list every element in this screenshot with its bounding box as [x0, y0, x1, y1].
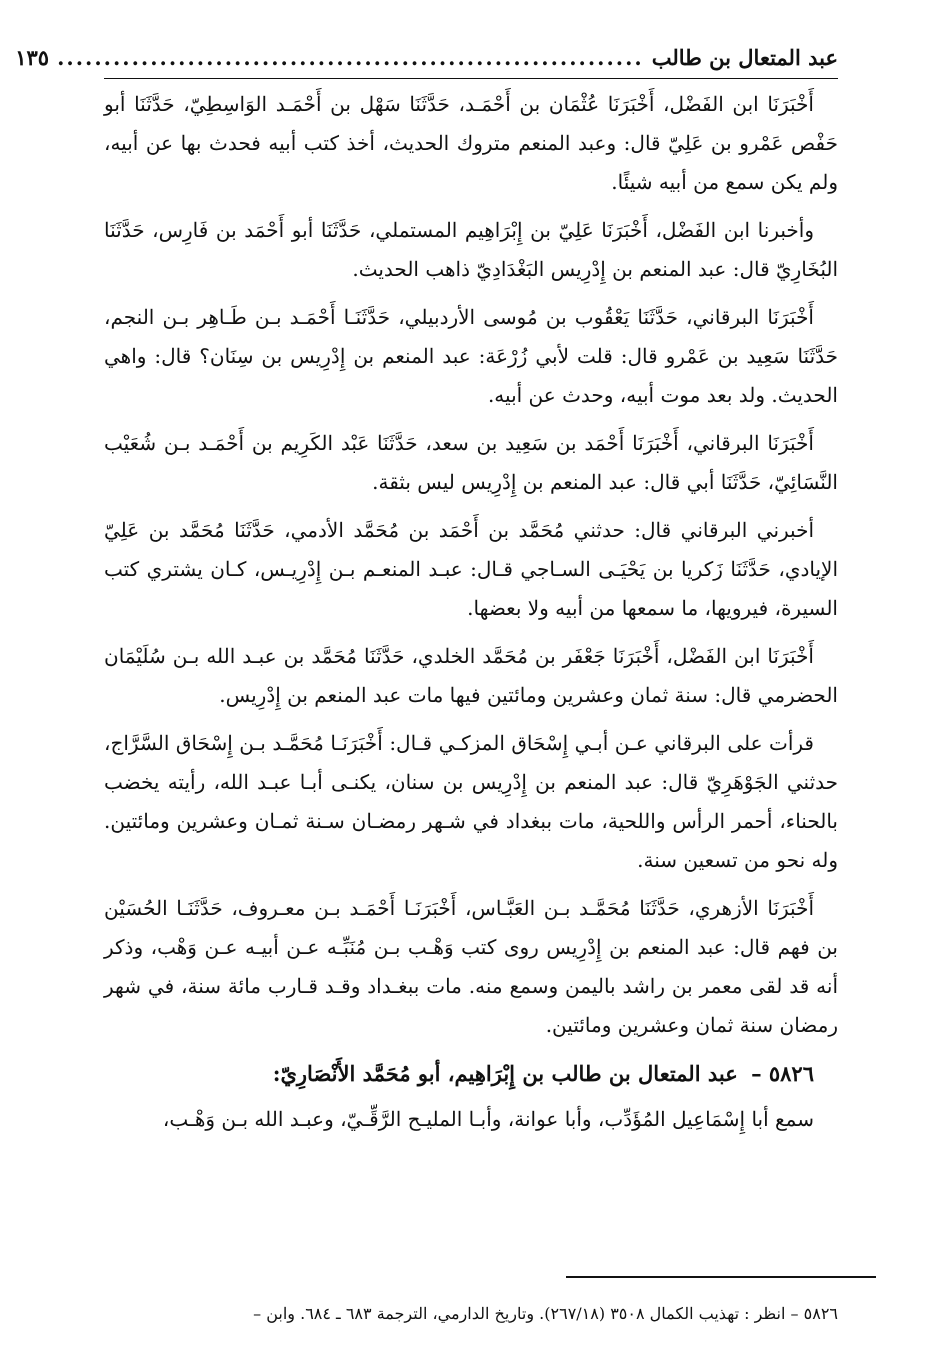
entry-paragraph: سمع أبا إِسْمَاعِيل المُؤَدِّب، وأبا عوانة، وأبـا المليـح الرَّقِّـيّ، وعبـد الله بـن وَهْـب، [162, 1107, 814, 1131]
running-header-title: عبد المتعال بن طالب [651, 45, 838, 70]
paragraph-5: أخبرني البرقاني قال: حدثني مُحَمَّد بن أَحْمَد بن مُحَمَّد الأدمي، حَدَّثَنَا مُحَمَّد بن عَلِيّ الإيادي، حَدَّثَنَا زَكريا بن يَحْيَـى السـاجي قـال: عبـد المنعـم بـن إِدْرِيـس، كـان يشتري كتب السيرة، فيرويها، ما سمعها من أبيه ولا بعضها. [104, 518, 838, 620]
page-body [15, 38, 839, 1148]
paragraph-8: أَخْبَرَنَا الأزهري، حَدَّثَنَا مُحَمَّـد بـن العَبَّـاس، أَخْبَرَنَـا أَحْمَـد بـن معـروف، حَدَّثَنَـا الحُسَيْن بن فهم قال: عبد المنعم بن إِدْرِيس روى كتب وَهْـب بـن مُنَبِّـه عـن أبيـه عـن وَهْب، وذكر أنه قد لقى معمر بن راشد باليمن وسمع منه. مات ببغـداد وقـد قـارب مائة سنة، في شهر رمضان سنة ثمان وعشرين ومائتين. [104, 896, 838, 1037]
footnote-separator [566, 1276, 876, 1278]
entry-heading [104, 1054, 838, 1094]
entry-title: عبد المتعال بن طالب بن إِبْرَاهِيم، أبو مُحَمَّد الأَنْصَارِيّ: [272, 1061, 738, 1086]
running-header [15, 38, 838, 79]
entry-number: ٥٨٢٦ – [751, 1061, 814, 1086]
paragraph-7: قرأت على البرقاني عـن أبـي إِسْحَاق المزكـي قـال: أَخْبَرَنَـا مُحَمَّـد بـن إِسْحَاق السَّرَّاج، حدثني الجَوْهَرِيّ قال: عبد المنعم بن إِدْرِيس بن سنان، يكنـى أبـا عبـد الله، رأيته يخضب بالحناء، أحمر الرأس واللحية، مات ببغداد في شـهر رمضـان سـنة ثمـان وعشرين ومائتين. وله نحو من تسعين سنة. [104, 731, 838, 872]
paragraph-2: وأخبرنا ابن الفَضْل، أَخْبَرَنَا عَلِيّ بن إِبْرَاهِيم المستملي، حَدَّثَنَا أبو أَحْمَد بن فَارِس، حَدَّثَنَا البُخَارِيّ قال: عبد المنعم بن إِدْرِيس البَغْدَادِيّ ذاهب الحديث. [104, 218, 838, 281]
footnote: ٥٨٢٦ – انظر : تهذيب الكمال ٣٥٠٨ (٢٦٧/١٨). وتاريخ الدارمي، الترجمة ٦٨٣ ـ ٦٨٤. وابن – [253, 1304, 838, 1323]
paragraph-4: أَخْبَرَنَا البرقاني، أَخْبَرَنَا أَحْمَد بن سَعِيد بن سعد، حَدَّثَنَا عَبْد الكَرِيم بن أَحْمَـد بـن شُعَيْب النَّسَائِيّ، حَدَّثَنَا أبي قال: عبد المنعم بن إِدْرِيس ليس بثقة. [104, 431, 838, 494]
paragraph-1: أَخْبَرَنَا ابن الفَضْل، أَخْبَرَنَا عُثْمَان بن أَحْمَـد، حَدَّثَنَا سَهْل بن أَحْمَـد الوَاسِطِيّ، حَدَّثَنَا أبو حَفْص عَمْرو بن عَلِيّ قال: وعبد المنعم متروك الحديث، أخذ كتب أبيه فحدث بها عن أبيه، ولم يكن سمع من أبيه شيئًا. [104, 92, 838, 194]
paragraph-6: أَخْبَرَنَا ابن الفَضْل، أَخْبَرَنَا جَعْفَر بن مُحَمَّد الخلدي، حَدَّثَنَا مُحَمَّد بن عبـد الله بـن سُلَيْمَان الحضرمي قال: سنة ثمان وعشرين ومائتين فيها مات عبد المنعم بن إِدْرِيس. [104, 644, 838, 707]
running-header-leader-dots: ............................................................... [57, 45, 644, 70]
paragraph-3: أَخْبَرَنَا البرقاني، حَدَّثَنَا يَعْقُوب بن مُوسى الأردبيلي، حَدَّثَنَـا أَحْمَـد بـن طَـاهِر بـن النجم، حَدَّثَنَا سَعِيد بن عَمْرو قال: قلت لأبي زُرْعَة: عبد المنعم بن إِدْرِيس بن سِنَان؟ قال: واهي الحديث. ولد بعد موت أبيه، وحدث عن أبيه. [104, 305, 839, 407]
page-number: ١٣٥ [15, 45, 50, 70]
